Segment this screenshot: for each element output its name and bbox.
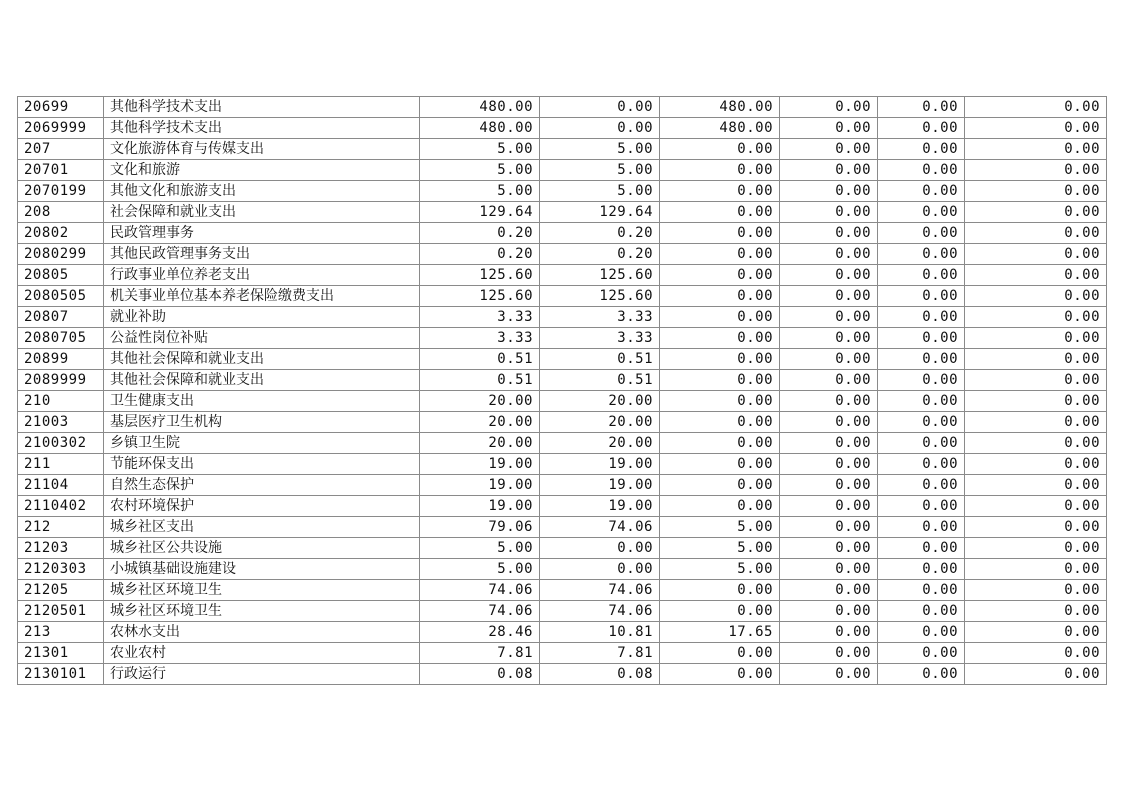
amount-cell: 0.00 <box>660 328 780 349</box>
amount-cell: 0.00 <box>780 664 878 685</box>
table-row <box>18 349 1107 370</box>
amount-cell: 0.20 <box>420 244 540 265</box>
subject-name-cell: 机关事业单位基本养老保险缴费支出 <box>104 286 420 307</box>
amount-cell: 125.60 <box>540 286 660 307</box>
subject-code-cell: 211 <box>18 454 104 475</box>
amount-cell: 0.00 <box>780 244 878 265</box>
amount-cell: 0.00 <box>965 559 1107 580</box>
amount-cell: 0.00 <box>780 307 878 328</box>
subject-code-cell: 20802 <box>18 223 104 244</box>
subject-code-cell: 2130101 <box>18 664 104 685</box>
amount-cell: 20.00 <box>540 433 660 454</box>
amount-cell: 0.00 <box>878 517 965 538</box>
amount-cell: 0.20 <box>420 223 540 244</box>
amount-cell: 0.00 <box>780 139 878 160</box>
amount-cell: 0.00 <box>965 223 1107 244</box>
amount-cell: 0.00 <box>780 97 878 118</box>
amount-cell: 0.00 <box>660 454 780 475</box>
amount-cell: 10.81 <box>540 622 660 643</box>
amount-cell: 19.00 <box>420 454 540 475</box>
subject-code-cell: 21203 <box>18 538 104 559</box>
amount-cell: 0.51 <box>420 349 540 370</box>
subject-name-cell: 农林水支出 <box>104 622 420 643</box>
subject-code-cell: 2080299 <box>18 244 104 265</box>
amount-cell: 0.00 <box>878 622 965 643</box>
amount-cell: 74.06 <box>420 601 540 622</box>
amount-cell: 0.00 <box>965 328 1107 349</box>
subject-name-cell: 行政运行 <box>104 664 420 685</box>
amount-cell: 5.00 <box>540 181 660 202</box>
amount-cell: 0.00 <box>660 496 780 517</box>
amount-cell: 129.64 <box>420 202 540 223</box>
subject-name-cell: 城乡社区环境卫生 <box>104 601 420 622</box>
amount-cell: 0.20 <box>540 223 660 244</box>
table-row <box>18 328 1107 349</box>
amount-cell: 0.00 <box>878 391 965 412</box>
amount-cell: 0.51 <box>540 349 660 370</box>
subject-code-cell: 2089999 <box>18 370 104 391</box>
table-row <box>18 160 1107 181</box>
amount-cell: 0.00 <box>965 97 1107 118</box>
amount-cell: 0.00 <box>540 538 660 559</box>
amount-cell: 74.06 <box>420 580 540 601</box>
subject-code-cell: 212 <box>18 517 104 538</box>
amount-cell: 0.00 <box>878 223 965 244</box>
amount-cell: 0.00 <box>660 580 780 601</box>
amount-cell: 0.00 <box>540 559 660 580</box>
amount-cell: 5.00 <box>420 160 540 181</box>
amount-cell: 0.00 <box>780 475 878 496</box>
subject-name-cell: 乡镇卫生院 <box>104 433 420 454</box>
subject-code-cell: 213 <box>18 622 104 643</box>
amount-cell: 19.00 <box>540 496 660 517</box>
amount-cell: 125.60 <box>540 265 660 286</box>
subject-code-cell: 2069999 <box>18 118 104 139</box>
amount-cell: 74.06 <box>540 601 660 622</box>
table-row <box>18 370 1107 391</box>
amount-cell: 0.00 <box>965 349 1107 370</box>
amount-cell: 5.00 <box>660 517 780 538</box>
amount-cell: 0.00 <box>965 307 1107 328</box>
amount-cell: 0.00 <box>965 643 1107 664</box>
amount-cell: 0.00 <box>780 454 878 475</box>
subject-code-cell: 20805 <box>18 265 104 286</box>
amount-cell: 0.00 <box>965 454 1107 475</box>
subject-code-cell: 2120303 <box>18 559 104 580</box>
amount-cell: 0.00 <box>965 538 1107 559</box>
table-row <box>18 559 1107 580</box>
amount-cell: 0.00 <box>878 454 965 475</box>
amount-cell: 0.00 <box>780 643 878 664</box>
amount-cell: 0.00 <box>780 559 878 580</box>
subject-name-cell: 行政事业单位养老支出 <box>104 265 420 286</box>
amount-cell: 0.00 <box>878 643 965 664</box>
amount-cell: 0.00 <box>780 202 878 223</box>
subject-name-cell: 其他科学技术支出 <box>104 118 420 139</box>
amount-cell: 5.00 <box>660 559 780 580</box>
subject-code-cell: 20899 <box>18 349 104 370</box>
amount-cell: 0.00 <box>878 328 965 349</box>
table-row <box>18 202 1107 223</box>
subject-code-cell: 208 <box>18 202 104 223</box>
amount-cell: 7.81 <box>420 643 540 664</box>
amount-cell: 0.00 <box>878 349 965 370</box>
amount-cell: 0.00 <box>780 286 878 307</box>
amount-cell: 0.00 <box>965 286 1107 307</box>
amount-cell: 5.00 <box>420 139 540 160</box>
amount-cell: 0.00 <box>878 538 965 559</box>
table-row <box>18 433 1107 454</box>
subject-code-cell: 2120501 <box>18 601 104 622</box>
amount-cell: 5.00 <box>420 559 540 580</box>
amount-cell: 480.00 <box>660 97 780 118</box>
table-row <box>18 265 1107 286</box>
amount-cell: 3.33 <box>420 307 540 328</box>
table-row <box>18 223 1107 244</box>
amount-cell: 0.00 <box>965 601 1107 622</box>
amount-cell: 0.00 <box>780 160 878 181</box>
amount-cell: 3.33 <box>540 307 660 328</box>
subject-name-cell: 文化和旅游 <box>104 160 420 181</box>
amount-cell: 0.00 <box>660 664 780 685</box>
amount-cell: 5.00 <box>540 160 660 181</box>
amount-cell: 0.00 <box>878 265 965 286</box>
amount-cell: 0.00 <box>780 181 878 202</box>
amount-cell: 19.00 <box>420 475 540 496</box>
amount-cell: 0.00 <box>965 118 1107 139</box>
amount-cell: 0.00 <box>660 244 780 265</box>
amount-cell: 74.06 <box>540 517 660 538</box>
subject-code-cell: 2110402 <box>18 496 104 517</box>
amount-cell: 0.00 <box>878 580 965 601</box>
amount-cell: 5.00 <box>420 181 540 202</box>
amount-cell: 0.00 <box>660 265 780 286</box>
amount-cell: 79.06 <box>420 517 540 538</box>
amount-cell: 0.00 <box>780 370 878 391</box>
amount-cell: 0.00 <box>965 517 1107 538</box>
amount-cell: 0.00 <box>965 475 1107 496</box>
amount-cell: 5.00 <box>660 538 780 559</box>
amount-cell: 0.00 <box>965 244 1107 265</box>
amount-cell: 480.00 <box>660 118 780 139</box>
budget-table-page <box>17 96 1107 685</box>
amount-cell: 0.00 <box>780 412 878 433</box>
subject-name-cell: 民政管理事务 <box>104 223 420 244</box>
subject-code-cell: 21003 <box>18 412 104 433</box>
table-row <box>18 622 1107 643</box>
table-row <box>18 664 1107 685</box>
amount-cell: 0.00 <box>780 601 878 622</box>
subject-name-cell: 城乡社区支出 <box>104 517 420 538</box>
amount-cell: 0.51 <box>420 370 540 391</box>
amount-cell: 0.00 <box>660 391 780 412</box>
amount-cell: 19.00 <box>420 496 540 517</box>
amount-cell: 0.00 <box>660 601 780 622</box>
subject-name-cell: 公益性岗位补贴 <box>104 328 420 349</box>
amount-cell: 74.06 <box>540 580 660 601</box>
budget-table <box>17 96 1107 685</box>
amount-cell: 0.00 <box>878 475 965 496</box>
amount-cell: 0.00 <box>780 391 878 412</box>
amount-cell: 28.46 <box>420 622 540 643</box>
table-row <box>18 517 1107 538</box>
amount-cell: 0.00 <box>660 160 780 181</box>
amount-cell: 0.00 <box>965 370 1107 391</box>
subject-name-cell: 基层医疗卫生机构 <box>104 412 420 433</box>
amount-cell: 0.00 <box>878 139 965 160</box>
amount-cell: 20.00 <box>420 433 540 454</box>
amount-cell: 0.00 <box>878 160 965 181</box>
amount-cell: 0.00 <box>878 286 965 307</box>
amount-cell: 0.00 <box>780 538 878 559</box>
amount-cell: 0.00 <box>965 202 1107 223</box>
subject-name-cell: 城乡社区环境卫生 <box>104 580 420 601</box>
amount-cell: 0.00 <box>965 181 1107 202</box>
subject-code-cell: 21301 <box>18 643 104 664</box>
subject-name-cell: 其他社会保障和就业支出 <box>104 370 420 391</box>
amount-cell: 0.00 <box>878 664 965 685</box>
amount-cell: 0.00 <box>878 412 965 433</box>
amount-cell: 0.00 <box>780 433 878 454</box>
table-row <box>18 601 1107 622</box>
subject-name-cell: 小城镇基础设施建设 <box>104 559 420 580</box>
amount-cell: 0.00 <box>965 160 1107 181</box>
amount-cell: 0.00 <box>540 97 660 118</box>
amount-cell: 0.00 <box>878 433 965 454</box>
amount-cell: 0.00 <box>878 601 965 622</box>
table-row <box>18 580 1107 601</box>
amount-cell: 0.08 <box>420 664 540 685</box>
table-body <box>18 97 1107 685</box>
amount-cell: 17.65 <box>660 622 780 643</box>
amount-cell: 0.00 <box>780 496 878 517</box>
amount-cell: 0.00 <box>878 307 965 328</box>
table-row <box>18 391 1107 412</box>
subject-name-cell: 文化旅游体育与传媒支出 <box>104 139 420 160</box>
amount-cell: 0.00 <box>965 265 1107 286</box>
amount-cell: 20.00 <box>420 412 540 433</box>
amount-cell: 0.00 <box>660 370 780 391</box>
amount-cell: 5.00 <box>540 139 660 160</box>
amount-cell: 0.00 <box>965 580 1107 601</box>
subject-name-cell: 其他民政管理事务支出 <box>104 244 420 265</box>
amount-cell: 0.00 <box>965 622 1107 643</box>
amount-cell: 129.64 <box>540 202 660 223</box>
amount-cell: 0.00 <box>780 328 878 349</box>
amount-cell: 19.00 <box>540 454 660 475</box>
amount-cell: 0.00 <box>660 475 780 496</box>
table-row <box>18 412 1107 433</box>
amount-cell: 0.00 <box>660 202 780 223</box>
subject-name-cell: 其他文化和旅游支出 <box>104 181 420 202</box>
amount-cell: 0.00 <box>660 286 780 307</box>
subject-code-cell: 21104 <box>18 475 104 496</box>
table-row <box>18 286 1107 307</box>
table-row <box>18 244 1107 265</box>
amount-cell: 7.81 <box>540 643 660 664</box>
amount-cell: 125.60 <box>420 265 540 286</box>
amount-cell: 0.00 <box>540 118 660 139</box>
amount-cell: 0.00 <box>660 412 780 433</box>
table-row <box>18 475 1107 496</box>
table-row <box>18 97 1107 118</box>
amount-cell: 0.00 <box>878 97 965 118</box>
subject-name-cell: 农村环境保护 <box>104 496 420 517</box>
subject-name-cell: 卫生健康支出 <box>104 391 420 412</box>
subject-name-cell: 节能环保支出 <box>104 454 420 475</box>
table-row <box>18 643 1107 664</box>
amount-cell: 0.00 <box>965 139 1107 160</box>
amount-cell: 0.00 <box>965 391 1107 412</box>
amount-cell: 0.20 <box>540 244 660 265</box>
table-row <box>18 307 1107 328</box>
subject-code-cell: 207 <box>18 139 104 160</box>
amount-cell: 0.00 <box>780 580 878 601</box>
amount-cell: 0.00 <box>660 139 780 160</box>
amount-cell: 0.00 <box>878 559 965 580</box>
amount-cell: 3.33 <box>540 328 660 349</box>
amount-cell: 0.00 <box>660 307 780 328</box>
subject-name-cell: 就业补助 <box>104 307 420 328</box>
amount-cell: 5.00 <box>420 538 540 559</box>
subject-code-cell: 21205 <box>18 580 104 601</box>
table-row <box>18 496 1107 517</box>
table-row <box>18 454 1107 475</box>
subject-name-cell: 其他社会保障和就业支出 <box>104 349 420 370</box>
table-row <box>18 538 1107 559</box>
amount-cell: 20.00 <box>420 391 540 412</box>
subject-name-cell: 农业农村 <box>104 643 420 664</box>
subject-name-cell: 自然生态保护 <box>104 475 420 496</box>
amount-cell: 480.00 <box>420 97 540 118</box>
subject-name-cell: 其他科学技术支出 <box>104 97 420 118</box>
subject-code-cell: 210 <box>18 391 104 412</box>
amount-cell: 0.00 <box>878 370 965 391</box>
subject-code-cell: 2080505 <box>18 286 104 307</box>
amount-cell: 0.00 <box>660 643 780 664</box>
table-row <box>18 181 1107 202</box>
amount-cell: 0.00 <box>878 181 965 202</box>
amount-cell: 0.00 <box>965 496 1107 517</box>
amount-cell: 0.00 <box>780 349 878 370</box>
amount-cell: 3.33 <box>420 328 540 349</box>
amount-cell: 0.00 <box>660 181 780 202</box>
amount-cell: 480.00 <box>420 118 540 139</box>
subject-code-cell: 2100302 <box>18 433 104 454</box>
table-row <box>18 139 1107 160</box>
amount-cell: 0.00 <box>660 349 780 370</box>
amount-cell: 0.51 <box>540 370 660 391</box>
subject-code-cell: 2080705 <box>18 328 104 349</box>
amount-cell: 0.00 <box>878 496 965 517</box>
amount-cell: 19.00 <box>540 475 660 496</box>
subject-code-cell: 2070199 <box>18 181 104 202</box>
amount-cell: 0.00 <box>780 517 878 538</box>
amount-cell: 125.60 <box>420 286 540 307</box>
subject-code-cell: 20699 <box>18 97 104 118</box>
amount-cell: 0.00 <box>878 118 965 139</box>
amount-cell: 0.00 <box>878 202 965 223</box>
amount-cell: 0.00 <box>965 664 1107 685</box>
amount-cell: 0.00 <box>965 433 1107 454</box>
subject-name-cell: 社会保障和就业支出 <box>104 202 420 223</box>
amount-cell: 0.00 <box>780 622 878 643</box>
table-row <box>18 118 1107 139</box>
amount-cell: 0.00 <box>660 433 780 454</box>
amount-cell: 20.00 <box>540 391 660 412</box>
amount-cell: 0.08 <box>540 664 660 685</box>
amount-cell: 0.00 <box>878 244 965 265</box>
amount-cell: 0.00 <box>780 118 878 139</box>
amount-cell: 0.00 <box>965 412 1107 433</box>
subject-code-cell: 20807 <box>18 307 104 328</box>
subject-name-cell: 城乡社区公共设施 <box>104 538 420 559</box>
subject-code-cell: 20701 <box>18 160 104 181</box>
amount-cell: 0.00 <box>660 223 780 244</box>
amount-cell: 0.00 <box>780 265 878 286</box>
amount-cell: 20.00 <box>540 412 660 433</box>
amount-cell: 0.00 <box>780 223 878 244</box>
